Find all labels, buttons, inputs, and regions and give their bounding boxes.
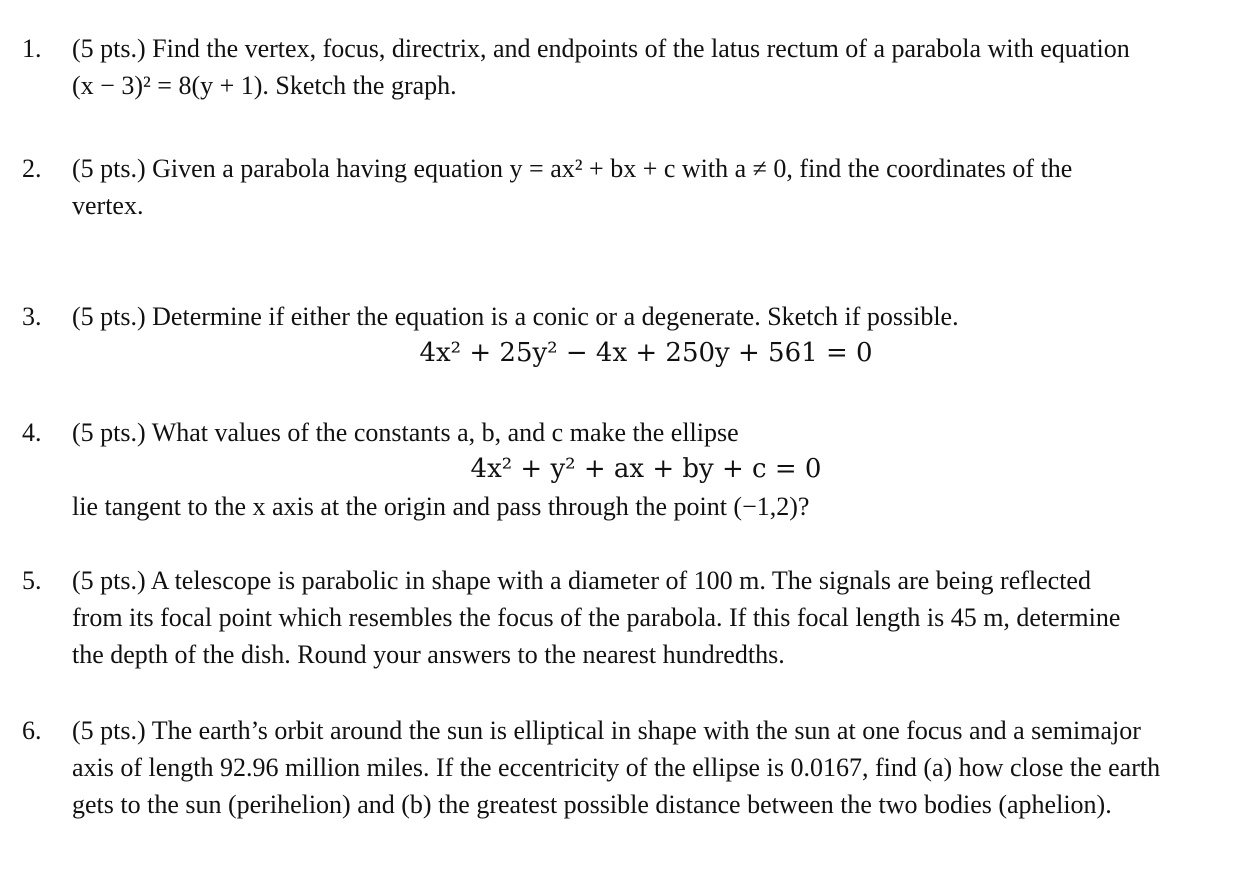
problem-text [72, 562, 1220, 673]
problem-line: (5 pts.) Given a parabola having equation y = ax² + bx + c with a ≠ 0, find the coordinates of the [72, 154, 1073, 183]
problem-line: from its focal point which resembles the focus of the parabola. If this focal length is 45 m, determine [72, 603, 1121, 632]
problem-text [72, 414, 1220, 525]
problem-text [72, 150, 1220, 224]
problem-number: 4. [22, 418, 42, 447]
problem-line: (5 pts.) What values of the constants a, b, and c make the ellipse [72, 418, 739, 447]
problem-line: the depth of the dish. Round your answers to the nearest hundredths. [72, 640, 785, 669]
problem-number: 1. [22, 34, 42, 63]
problem-line: (x − 3)² = 8(y + 1). Sketch the graph. [72, 71, 457, 100]
problem-text [72, 712, 1220, 823]
problem-line: gets to the sun (perihelion) and (b) the greatest possible distance between the two bodies (aphelion). [72, 790, 1112, 819]
problem-line: (5 pts.) The earth’s orbit around the sun is elliptical in shape with the sun at one focus and a semimajor [72, 716, 1141, 745]
problem-number: 5. [22, 566, 42, 595]
problem-line: lie tangent to the x axis at the origin and pass through the point (−1,2)? [72, 492, 810, 521]
equation: 4x² + 25y² − 4x + 250y + 561 = 0 [419, 338, 873, 368]
problem-text [72, 30, 1220, 104]
problem-line: axis of length 92.96 million miles. If the eccentricity of the ellipse is 0.0167, find (a) how close the earth [72, 753, 1161, 782]
problem-number: 3. [22, 302, 42, 331]
problem-text [72, 298, 1220, 372]
problem-number: 2. [22, 154, 42, 183]
problem-line: (5 pts.) A telescope is parabolic in shape with a diameter of 100 m. The signals are being reflected [72, 566, 1091, 595]
equation: 4x² + y² + ax + by + c = 0 [470, 454, 822, 484]
problem-line: vertex. [72, 191, 144, 220]
problem-number: 6. [22, 716, 42, 745]
problem-line: (5 pts.) Determine if either the equation is a conic or a degenerate. Sketch if possible. [72, 302, 959, 331]
problem-line: (5 pts.) Find the vertex, focus, directrix, and endpoints of the latus rectum of a parabola with equation [72, 34, 1130, 63]
